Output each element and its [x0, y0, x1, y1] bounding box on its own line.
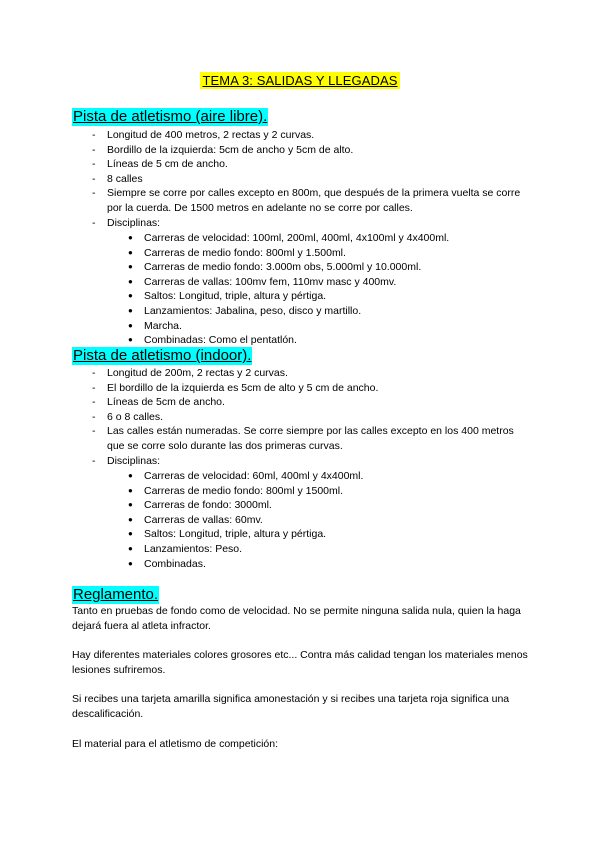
- list-item: - Disciplinas:: [92, 216, 532, 231]
- list-item: ● Carreras de velocidad: 60ml, 400ml y 4x400ml.: [128, 469, 528, 484]
- outdoor-track-list: [92, 128, 532, 230]
- list-item: - 6 o 8 calles.: [92, 410, 532, 425]
- list-item: ● Carreras de medio fondo: 800ml y 1500ml.: [128, 484, 528, 499]
- indoor-track-list: [92, 366, 532, 468]
- list-item: ● Saltos: Longitud, triple, altura y pértiga.: [128, 527, 528, 542]
- indoor-disciplines-list: [128, 469, 528, 571]
- paragraph-false-start: Tanto en pruebas de fondo como de velocidad. No se permite ninguna salida nula, quien la haga dejará fuera al atleta infractor.: [72, 605, 521, 632]
- list-item: - Disciplinas:: [92, 454, 532, 469]
- list-item: ● Carreras de velocidad: 100ml, 200ml, 400ml, 4x100ml y 4x400ml.: [128, 231, 528, 246]
- section-heading-indoor: Pista de atletismo (indoor).: [73, 347, 252, 364]
- list-item: - El bordillo de la izquierda es 5cm de alto y 5 cm de ancho.: [92, 381, 532, 396]
- list-item: ● Carreras de medio fondo: 3.000m obs, 5.000ml y 10.000ml.: [128, 260, 528, 275]
- paragraph-competition-material: El material para el atletismo de competición:: [72, 738, 279, 750]
- list-item: ● Combinadas.: [128, 557, 528, 572]
- list-item: ● Carreras de fondo: 3000ml.: [128, 498, 528, 513]
- title-container: [0, 72, 600, 90]
- list-item: - Bordillo de la izquierda: 5cm de ancho y 5cm de alto.: [92, 143, 532, 158]
- list-item: - Longitud de 200m, 2 rectas y 2 curvas.: [92, 366, 532, 381]
- list-item: - Siempre se corre por calles excepto en 800m, que después de la primera vuelta se corre por la cuerda. De 1500 metros en adelante no se corre por calles.: [92, 186, 532, 215]
- paragraph-cards: Si recibes una tarjeta amarilla significa amonestación y si recibes una tarjeta roja significa una descalificación.: [72, 693, 510, 720]
- list-item: - Líneas de 5 cm de ancho.: [92, 157, 532, 172]
- list-item: ● Lanzamientos: Jabalina, peso, disco y martillo.: [128, 304, 528, 319]
- outdoor-disciplines-list: [128, 231, 528, 348]
- list-item: ● Carreras de vallas: 100mv fem, 110mv masc y 400mv.: [128, 275, 528, 290]
- list-item: - 8 calles: [92, 172, 532, 187]
- list-item: ● Carreras de medio fondo: 800ml y 1.500ml.: [128, 246, 528, 261]
- list-item: ● Lanzamientos: Peso.: [128, 542, 528, 557]
- document-title: TEMA 3: SALIDAS Y LLEGADAS: [202, 73, 398, 88]
- list-item: ● Marcha.: [128, 319, 528, 334]
- list-item: - Líneas de 5cm de ancho.: [92, 395, 532, 410]
- list-item: ● Carreras de vallas: 60mv.: [128, 513, 528, 528]
- list-item: ● Combinadas: Como el pentatlón.: [128, 333, 528, 348]
- paragraph-materials: Hay diferentes materiales colores grosores etc... Contra más calidad tengan los materiales menos lesiones sufriremos.: [72, 649, 528, 676]
- section-heading-outdoor: Pista de atletismo (aire libre).: [73, 108, 268, 125]
- list-item: ● Saltos: Longitud, triple, altura y pértiga.: [128, 289, 528, 304]
- section-heading-rules: Reglamento.: [73, 586, 159, 603]
- list-item: - Las calles están numeradas. Se corre siempre por las calles excepto en los 400 metros que se corre solo durante las dos primeras curvas.: [92, 424, 532, 453]
- list-item: - Longitud de 400 metros, 2 rectas y 2 curvas.: [92, 128, 532, 143]
